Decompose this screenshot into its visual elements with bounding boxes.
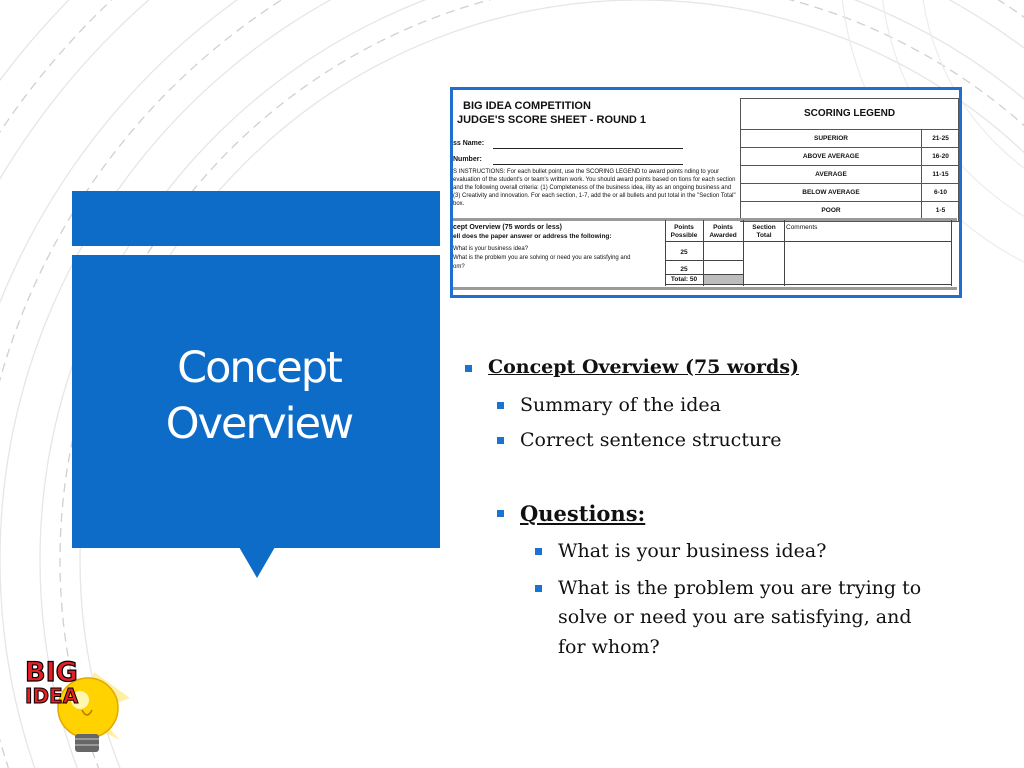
bullet-marker: [535, 585, 542, 592]
bullet-marker: [497, 402, 504, 409]
header-strip: [72, 191, 440, 246]
sheet-instructions: S INSTRUCTIONS: For each bullet point, use the SCORING LEGEND to award points nding to your evaluation of the student's or team's written work. You should award points based on tions for each section and the following overall criteria: (1) Completeness of the business idea, ility as an ongoing business and (3) Creativity and innovation. For each section, 1-7, add the or all bullets and put total in the "Section Total" box.: [453, 169, 736, 207]
sheet-gray-cell: [704, 275, 743, 284]
legend-row: [741, 148, 958, 166]
legend-row: [741, 184, 958, 202]
sheet-question-2: What is the problem you are solving or need you are satisfying and: [453, 255, 631, 261]
bullet-summary: Summary of the idea: [520, 394, 721, 416]
col-comments: Comments: [786, 224, 818, 231]
sheet-title-2: JUDGE'S SCORE SHEET - ROUND 1: [457, 114, 647, 126]
sheet-section-subheading: ell does the paper answer or address the following:: [453, 233, 612, 240]
legend-range: 1-5: [921, 202, 959, 220]
bullet-marker: [497, 510, 504, 517]
title-line-1: Concept: [177, 343, 341, 393]
sheet-field-name: ss Name:: [453, 140, 485, 147]
bullet-marker: [535, 548, 542, 555]
sheet-field-line-1: [493, 148, 683, 149]
points-value: 25: [680, 266, 688, 273]
col-points-awarded: Points Awarded: [709, 224, 737, 239]
grid-line: [784, 220, 785, 286]
bullet-sentence-structure: Correct sentence structure: [520, 429, 782, 451]
bullet-marker: [465, 365, 472, 372]
grid-line: [743, 220, 744, 286]
grid-line: [951, 220, 952, 286]
legend-label: POOR: [821, 207, 841, 214]
sheet-question-1: What is your business idea?: [453, 246, 529, 252]
big-idea-logo: [20, 650, 135, 760]
grid-line: [665, 241, 951, 242]
legend-range: 11-15: [921, 166, 959, 183]
sheet-title-1: BIG IDEA COMPETITION: [463, 100, 591, 112]
legend-range: 16-20: [921, 148, 959, 165]
points-value: 25: [680, 249, 688, 256]
bullet-question-problem-line-1: What is the problem you are trying to: [558, 577, 922, 599]
legend-label: ABOVE AVERAGE: [802, 153, 860, 160]
bullet-question-problem-line-3: for whom?: [558, 636, 660, 658]
score-sheet-image: [450, 87, 962, 298]
legend-row: [741, 130, 958, 148]
sheet-field-line-2: [493, 164, 683, 165]
bullet-question-problem-line-2: solve or need you are satisfying, and: [558, 606, 912, 628]
legend-range: 6-10: [921, 184, 959, 201]
points-total: Total: 50: [670, 276, 698, 283]
logo-text-big: BIG: [25, 657, 78, 688]
title-line-2: Overview: [165, 399, 353, 449]
legend-label: AVERAGE: [815, 171, 847, 178]
legend-label: SUPERIOR: [814, 135, 848, 142]
legend-title: SCORING LEGEND: [741, 99, 958, 130]
legend-label: BELOW AVERAGE: [802, 189, 860, 196]
sheet-question-2-cont: om?: [453, 264, 465, 270]
grid-line: [665, 260, 743, 261]
grid-line: [665, 284, 951, 285]
legend-row: [741, 166, 958, 184]
title-panel-pointer: [239, 547, 275, 578]
sheet-divider-bottom: [453, 287, 957, 290]
bullet-question-business-idea: What is your business idea?: [558, 540, 827, 562]
scoring-legend: [740, 98, 959, 222]
bullet-concept-overview: Concept Overview (75 words): [488, 356, 800, 378]
col-section-total: Section Total: [752, 224, 776, 239]
col-points-possible: Points Possible: [670, 224, 698, 239]
logo-text-idea: IDEA: [25, 684, 79, 708]
sheet-section-heading: cept Overview (75 words or less): [453, 224, 562, 231]
bullet-questions: Questions:: [520, 501, 646, 526]
slide-title: [72, 340, 446, 452]
sheet-field-number: Number:: [453, 156, 482, 163]
legend-range: 21-25: [921, 130, 959, 147]
sheet-divider-top: [453, 218, 957, 221]
bullet-marker: [497, 437, 504, 444]
